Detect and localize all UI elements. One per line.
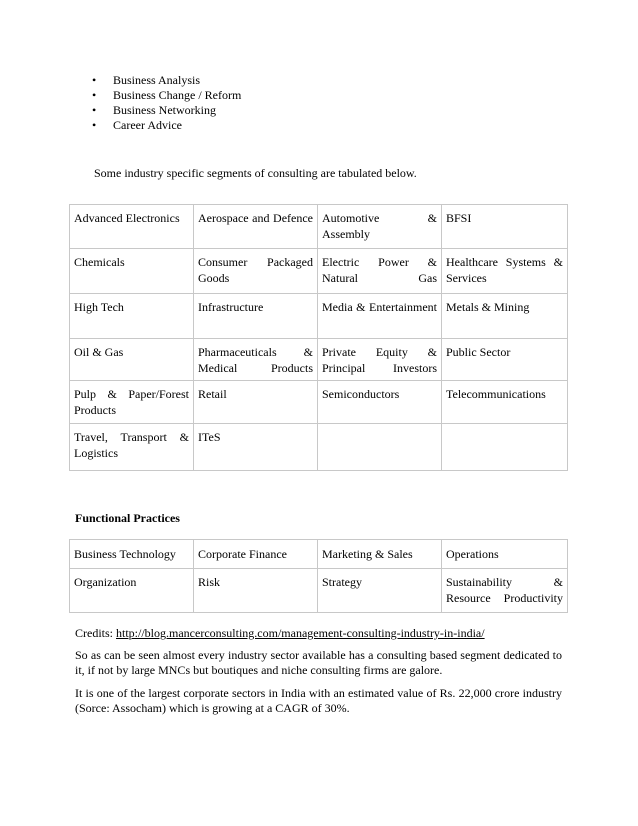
table-cell: Media & Entertainment xyxy=(318,294,442,339)
table-cell: BFSI xyxy=(442,205,568,249)
functional-practices-heading: Functional Practices xyxy=(75,511,180,525)
table-cell: Corporate Finance xyxy=(194,540,318,569)
table-cell: Semiconductors xyxy=(318,381,442,424)
table-cell: ITeS xyxy=(194,424,318,471)
list-item: • Business Networking xyxy=(92,103,241,118)
table-cell: Oil & Gas xyxy=(70,339,194,381)
table-cell: Automotive & Assembly xyxy=(318,205,442,249)
table-row xyxy=(70,424,568,471)
table-cell: Telecommunications xyxy=(442,381,568,424)
table-row xyxy=(70,540,568,569)
table-cell xyxy=(442,424,568,471)
table-cell: Chemicals xyxy=(70,249,194,294)
table-row xyxy=(70,569,568,613)
table-cell: Private Equity & Principal Investors xyxy=(318,339,442,381)
table-cell: Risk xyxy=(194,569,318,613)
industry-segments-table xyxy=(69,204,568,471)
table-cell: Public Sector xyxy=(442,339,568,381)
functional-practices-table xyxy=(69,539,568,613)
table-cell: Infrastructure xyxy=(194,294,318,339)
list-item: • Business Change / Reform xyxy=(92,88,241,103)
table-cell: Metals & Mining xyxy=(442,294,568,339)
table-cell: Healthcare Systems & Services xyxy=(442,249,568,294)
table-cell xyxy=(318,424,442,471)
credits-label: Credits: xyxy=(75,626,116,640)
table-cell: Advanced Electronics xyxy=(70,205,194,249)
table-row xyxy=(70,294,568,339)
credits-line xyxy=(75,626,562,641)
table-cell: Marketing & Sales xyxy=(318,540,442,569)
table-cell: Consumer Packaged Goods xyxy=(194,249,318,294)
table-cell: Organization xyxy=(70,569,194,613)
services-bullet-list xyxy=(92,73,241,133)
table-cell: Business Technology xyxy=(70,540,194,569)
table-row xyxy=(70,205,568,249)
table-cell: Aerospace and Defence xyxy=(194,205,318,249)
table-cell: Pharmaceuticals & Medical Products xyxy=(194,339,318,381)
intro-text: Some industry specific segments of consulting are tabulated below. xyxy=(94,166,417,180)
table-cell: Strategy xyxy=(318,569,442,613)
paragraph-market-size: It is one of the largest corporate sectors in India with an estimated value of Rs. 22,000 crore industry (Sorce: Assocham) which is growing at a CAGR of 30%. xyxy=(75,686,562,715)
list-item: • Business Analysis xyxy=(92,73,241,88)
table-cell: Travel, Transport & Logistics xyxy=(70,424,194,471)
table-cell: Pulp & Paper/Forest Products xyxy=(70,381,194,424)
table-cell: Retail xyxy=(194,381,318,424)
table-cell: Sustainability & Resource Productivity xyxy=(442,569,568,613)
table-row xyxy=(70,339,568,381)
table-cell: Operations xyxy=(442,540,568,569)
credits-link[interactable]: http://blog.mancerconsulting.com/management-consulting-industry-in-india/ xyxy=(116,626,485,640)
table-row xyxy=(70,381,568,424)
table-cell: Electric Power & Natural Gas xyxy=(318,249,442,294)
paragraph-consulting-segments: So as can be seen almost every industry sector available has a consulting based segment dedicated to it, if not by large MNCs but boutiques and niche consulting firms are galore. xyxy=(75,648,562,677)
list-item: • Career Advice xyxy=(92,118,241,133)
table-row xyxy=(70,249,568,294)
table-cell: High Tech xyxy=(70,294,194,339)
